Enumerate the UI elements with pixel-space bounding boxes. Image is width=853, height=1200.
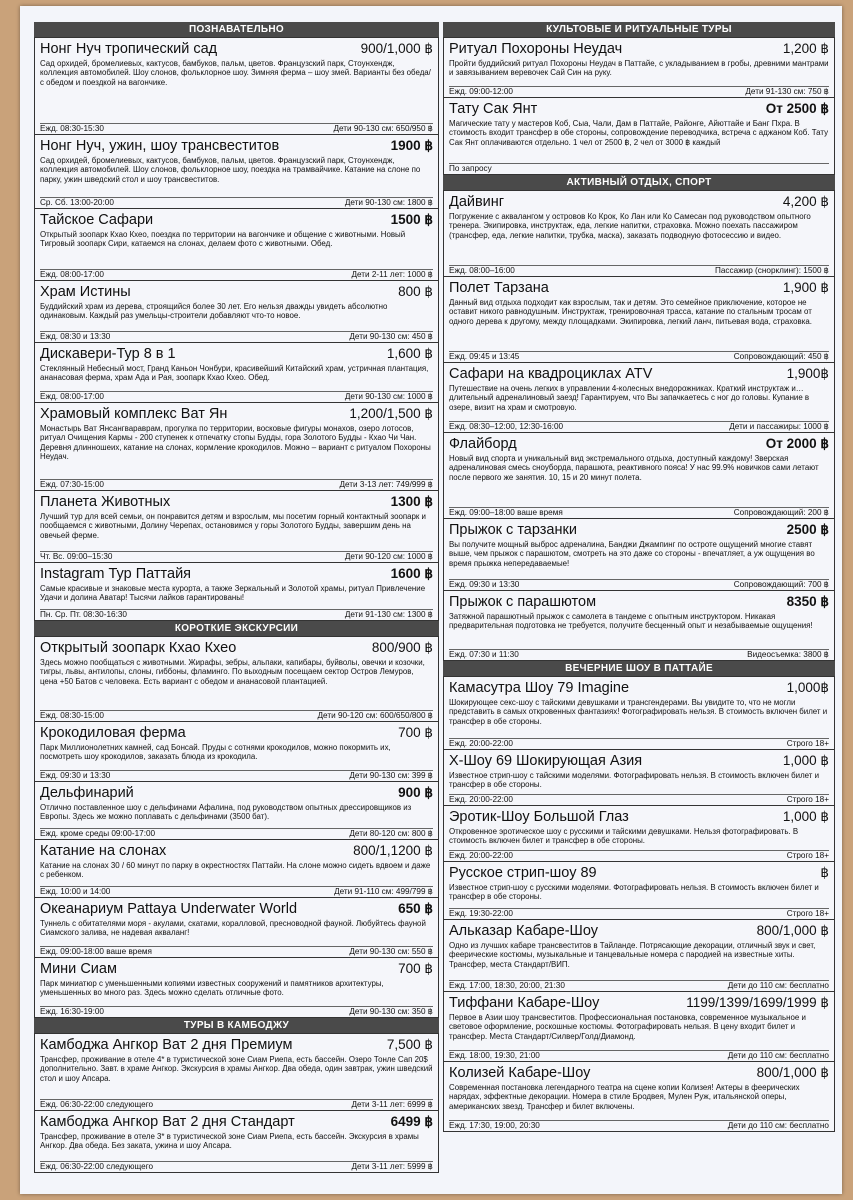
tour-card: [443, 277, 835, 363]
tour-description: Трансфер, проживание в отеле 4* в туристической зоне Сиам Риепа, есть бассейн. Озеро Тонле Сап 20$ дополнительно. Завт. в храме Ангкор. Экскурсия в храмы Ангкор. Два обеда, один завтрак, ужин шведский стол и шоу Апсара.: [40, 1055, 433, 1083]
tour-title: Катание на слонах: [40, 843, 167, 859]
tour-header: [449, 193, 829, 211]
tour-schedule: Ежд. 08:00–16:00: [449, 266, 515, 275]
tour-footer: [40, 479, 433, 490]
section-header: КУЛЬТОВЫЕ И РИТУАЛЬНЫЕ ТУРЫ: [443, 22, 835, 37]
tour-header: [449, 100, 829, 118]
tour-schedule: Пн. Ср. Пт. 08:30-16:30: [40, 610, 127, 619]
tour-price: 1300 ฿: [390, 494, 433, 509]
tour-footer: [40, 946, 433, 957]
tour-schedule: Ежд. 09:00-12:00: [449, 87, 513, 96]
tour-header: [449, 679, 829, 697]
tour-header: [40, 960, 433, 978]
tour-schedule: Ежд. 20:00-22:00: [449, 795, 513, 804]
tour-header: [449, 994, 829, 1012]
tour-footer: [40, 197, 433, 208]
tour-description: Открытый зоопарк Кхао Кхео, поездка по территории на вагончике и общение с животными. Новый Тигровый зоопарк Сири, катаемся на слонах, делаем фото с животными. Обед.: [40, 230, 406, 249]
tour-schedule: Ежд. 08:30–12:00, 12:30-16:00: [449, 422, 564, 431]
tour-description: Первое в Азии шоу трансвеститов. Профессиональная постановка, современное музыкальное и световое оформление, роскошные костюмы. Фотографировать нельзя. В цену входит билет и трансфер. Места Стандарт/Силвер/Голд/Диамонд.: [449, 1013, 806, 1041]
tour-footer: [40, 770, 433, 781]
tour-footer: [449, 579, 829, 590]
tour-schedule: Ежд. 08:00-17:00: [40, 392, 104, 401]
tour-schedule: Ежд. 17:30, 19:00, 20:30: [449, 1121, 540, 1130]
tour-description: Вы получите мощный выброс адреналина, Банджи Джампинг по остроте ощущений многие ставят выше, чем прыжок с парашютом, смотреть на это даже со стороны - впечатляет, а уж ощущения во время прыжка непередаваемые!: [449, 540, 815, 568]
tour-card: [443, 750, 835, 806]
tour-card: [443, 676, 835, 750]
tour-title: Храм Истины: [40, 284, 131, 300]
tour-header: [40, 900, 433, 918]
tour-header: [40, 493, 433, 511]
tour-card: [34, 403, 439, 491]
tour-header: [449, 435, 829, 453]
tour-price: 1,000฿: [786, 680, 829, 695]
tour-schedule: Ежд. 17:00, 18:30, 20:00, 21:30: [449, 981, 565, 990]
tour-description: Новый вид спорта и уникальный вид экстремального отдыха, доступный каждому! Зверская адреналиновая смесь сноуборда, парашюта, реактивного пояса! У нас 99.9% новичков сами летают после первого же занятия. 10, 15 и 20 минут полета.: [449, 454, 819, 482]
tour-card: [443, 1062, 835, 1132]
tour-header: [40, 724, 433, 742]
tour-title: Альказар Кабаре-Шоу: [449, 923, 599, 939]
tour-description: Катание на слонах 30 / 60 минут по парку в окрестностях Паттайи. На слоне можно сидеть вдвоем и даже с ребенком.: [40, 861, 431, 880]
tour-card: [443, 98, 835, 175]
tour-child-price: Строго 18+: [786, 909, 829, 918]
tour-header: [449, 808, 829, 826]
tour-description: Затяжной парашютный прыжок с самолета в тандеме с опытным инструктором. Никакая предварительная подготовка не требуется, получите бесценный опыт и незабываемые ощущения!: [449, 612, 813, 631]
tour-title: Дискавери-Тур 8 в 1: [40, 346, 176, 362]
tour-child-price: Дети 91-110 см: 499/799 ฿: [334, 887, 433, 896]
tour-schedule: Чт. Вс. 09:00–15:30: [40, 552, 113, 561]
tour-header: [40, 1036, 433, 1054]
tour-price: 4,200 ฿: [782, 194, 829, 209]
tour-title: Instagram Тур Паттайя: [40, 566, 192, 582]
tour-card: [34, 898, 439, 958]
tour-price: 650 ฿: [398, 901, 433, 916]
tour-price: 800 ฿: [398, 284, 433, 299]
tour-schedule: Ежд. 20:00-22:00: [449, 739, 513, 748]
tour-price: ฿: [820, 865, 829, 880]
tour-footer: [40, 1161, 433, 1172]
tour-title: Тату Сак Янт: [449, 101, 538, 117]
tour-child-price: Дети 3-13 лет: 749/999 ฿: [339, 480, 433, 489]
tour-card: [443, 433, 835, 519]
tour-description: Парк миниатюр с уменьшенными копиями известных сооружений и памятников архитектуры, уменьшенных во много раз. Здесь можно сделать отличные фото.: [40, 979, 384, 998]
tour-description: Самые красивые и знаковые места курорта, а также Зеркальный и Золотой храмы, ритуал Привлечение Удачи и долина Аватар! Тысячи лайков гарантированы!: [40, 584, 426, 603]
tour-title: Океанариум Pattaya Underwater World: [40, 901, 298, 917]
tour-card: [443, 862, 835, 920]
tour-title: Планета Животных: [40, 494, 171, 510]
price-list-sheet: [20, 6, 842, 1194]
left-column: [34, 22, 439, 1173]
tour-footer: [449, 507, 829, 518]
tour-child-price: Дети 90-130 см: 1800 ฿: [344, 198, 433, 207]
tour-footer: [449, 1050, 829, 1061]
tour-child-price: Дети 91-130 см: 1300 ฿: [344, 610, 433, 619]
tour-child-price: Сопровождающий: 450 ฿: [733, 352, 829, 361]
tour-schedule: Ежд. 06:30-22:00 следующего: [40, 1100, 154, 1109]
tour-title: Дайвинг: [449, 194, 505, 210]
tour-footer: [40, 828, 433, 839]
tour-child-price: Дети 3-11 лет: 5999 ฿: [351, 1162, 433, 1171]
tour-child-price: Дети и пассажиры: 1000 ฿: [729, 422, 829, 431]
tour-schedule: Ежд. 08:00-17:00: [40, 270, 104, 279]
tour-child-price: Дети 91-130 см: 750 ฿: [745, 87, 829, 96]
tour-description: Пройти буддийский ритуал Похороны Неудач в Паттайе, с укладыванием в гробы, древними мантрами и завязыванием веревочек Сай Син на руку.: [449, 59, 829, 78]
tour-card: [443, 920, 835, 992]
tour-price: 800/900 ฿: [371, 640, 433, 655]
tour-header: [449, 922, 829, 940]
tour-description: Буддийский храм из дерева, строящийся более 30 лет. Его нельзя дважды увидеть абсолютно одинаковым. Каждый раз умельцы-строители добавляют что-то новое.: [40, 302, 388, 321]
tour-schedule: Ежд. 09:00-18:00 ваше время: [40, 947, 152, 956]
tour-schedule: Ежд. 09:30 и 13:30: [449, 580, 520, 589]
tour-header: [40, 565, 433, 583]
tour-price: 900 ฿: [398, 785, 433, 800]
tour-price: 1,600 ฿: [386, 346, 433, 361]
tour-footer: [449, 850, 829, 861]
tour-card: [443, 591, 835, 661]
tour-card: [443, 363, 835, 433]
tour-description: Одно из лучших кабаре трансвеститов в Тайланде. Потрясающие декорации, отличный звук и свет, феерические костюмы, музыкальные и танцевальные номера с пародией на известные хиты. Трансфер, места Стандарт/ВИП.: [449, 941, 816, 969]
tour-footer: [449, 163, 829, 174]
tour-description: Данный вид отдыха подходит как взрослым, так и детям. Это семейное приключение, которое не оставит никого равнодушным. Инструктаж, тренировочная трасса, катание по стальным тросам от одного дерева к другому, между площадками. Экипировка, легкий ланч, питьевая вода, страховка.: [449, 298, 812, 326]
tour-description: Парк Миллионолетних камней, сад Бонсай. Пруды с сотнями крокодилов, можно покормить их, посмотреть шоу крокодилов, заказать блюда из крокодила.: [40, 743, 391, 762]
tour-price: 6499 ฿: [390, 1114, 433, 1129]
tour-card: [34, 636, 439, 722]
tour-header: [449, 752, 829, 770]
tour-child-price: Дети 90-130 см: 399 ฿: [349, 771, 433, 780]
tour-schedule: Ежд. 16:30-19:00: [40, 1007, 104, 1016]
tour-card: [34, 840, 439, 898]
tour-title: Дельфинарий: [40, 785, 134, 801]
tour-footer: [449, 421, 829, 432]
tour-footer: [449, 649, 829, 660]
tour-schedule: Ежд. 07:30 и 11:30: [449, 650, 519, 659]
tour-title: Крокодиловая ферма: [40, 725, 186, 741]
tour-schedule: Ежд. 08:30-15:00: [40, 711, 104, 720]
tour-price: 1900 ฿: [390, 138, 433, 153]
tour-description: Шокирующее секс-шоу с тайскими девушками и трансгендерами. Вы увидите то, что не могли представить в самых откровенных фантазиях! Фотографировать нельзя. В стоимость включен билет и трансфер в обе стороны.: [449, 698, 828, 726]
tour-price: 1500 ฿: [390, 212, 433, 227]
tour-description: Трансфер, проживание в отеле 3* в туристической зоне Сиам Риепа, есть бассейн. Экскурсия в храмы Ангкор. Два обеда. Без заката, ужина и шоу Апсара.: [40, 1132, 419, 1151]
tour-price: 800/1,000 ฿: [756, 1065, 829, 1080]
tour-price: 900/1,000 ฿: [360, 41, 433, 56]
tour-child-price: Дети 90-130 см: 550 ฿: [349, 947, 433, 956]
tour-card: [34, 958, 439, 1018]
tour-price: 800/1,000 ฿: [756, 923, 829, 938]
tour-footer: [40, 886, 433, 897]
tour-description: Путешествие на очень легких в управлении 4-колесных внедорожниках. Краткий инструктаж и… длительный адреналиновый заезд! Гарантируем, что Вы запачкаетесь с ног до головы. Купание в озере, визит на храм и смотровую.: [449, 384, 810, 412]
tour-child-price: Пассажир (снорклинг): 1500 ฿: [714, 266, 829, 275]
tour-card: [34, 37, 439, 135]
tour-schedule: Ежд. 10:00 и 14:00: [40, 887, 111, 896]
tour-schedule: Ежд. 07:30-15:00: [40, 480, 104, 489]
tour-footer: [40, 391, 433, 402]
tour-title: Тиффани Кабаре-Шоу: [449, 995, 600, 1011]
tour-footer: [40, 609, 433, 620]
tour-header: [449, 279, 829, 297]
tour-price: 1199/1399/1699/1999 ฿: [686, 995, 829, 1010]
tour-schedule: Ежд. 18:00, 19:30, 21:00: [449, 1051, 540, 1060]
tour-title: Флайборд: [449, 436, 517, 452]
tour-title: Нонг Нуч, ужин, шоу трансвеститов: [40, 138, 280, 154]
tour-description: Известное стрип-шоу с тайскими моделями. Фотографировать нельзя. В стоимость включен билет и трансфер в обе стороны.: [449, 771, 820, 790]
tour-card: [443, 190, 835, 277]
tour-price: 700 ฿: [398, 961, 433, 976]
tour-description: Лучший тур для всей семьи, он понравится детям и взрослым, мы посетим горный контактный зоопарк и пообщаемся с животными, Долину Черепах, остановимся у горы Золотого Будды, завершим день на овечьей ферме.: [40, 512, 426, 540]
tour-price: 1600 ฿: [390, 566, 433, 581]
tour-footer: [449, 794, 829, 805]
tour-price: 800/1,1200 ฿: [353, 843, 433, 858]
tour-footer: [449, 1120, 829, 1131]
tour-description: Откровенное эротическое шоу с русскими и тайскими девушками. Нельзя фотографировать. В стоимость включен билет и трансфер в обе стороны.: [449, 827, 799, 846]
tour-description: Известное стрип-шоу с русскими моделями. Фотографировать нельзя. В стоимость включен билет и трансфер в обе стороны.: [449, 883, 819, 902]
tour-header: [40, 784, 433, 802]
tour-header: [449, 864, 829, 882]
tour-child-price: Сопровождающий: 200 ฿: [733, 508, 829, 517]
tour-price: 1,200/1,500 ฿: [349, 406, 433, 421]
tour-footer: [40, 1099, 433, 1110]
tour-title: Ритуал Похороны Неудач: [449, 41, 623, 57]
tour-title: Русское стрип-шоу 89: [449, 865, 597, 881]
tour-schedule: Ежд. 09:30 и 13:30: [40, 771, 111, 780]
tour-footer: [449, 980, 829, 991]
tour-footer: [449, 351, 829, 362]
tour-description: Сад орхидей, бромелиевых, кактусов, бамбуков, пальм, цветов. Французский парк, Стоунхендж, коллекция автомобилей. Шоу слонов, фольклорное шоу, поездка на трамвайчике. Катание на слоне по парку, ужин шведский стол и шоу трансвеститов.: [40, 156, 421, 184]
tour-header: [449, 40, 829, 58]
tour-footer: [40, 331, 433, 342]
tour-title: Прыжок с тарзанки: [449, 522, 577, 538]
tour-card: [34, 343, 439, 403]
tour-card: [34, 563, 439, 621]
tour-schedule: Ср. Сб. 13:00-20:00: [40, 198, 114, 207]
tour-description: Отлично поставленное шоу с дельфинами Афалина, под руководством опытных дрессировщиков из Европы. Здесь же можно поплавать с дельфинами (3500 бат).: [40, 803, 412, 822]
tour-footer: [40, 710, 433, 721]
tour-title: Нонг Нуч тропический сад: [40, 41, 218, 57]
tour-description: Сад орхидей, бромелиевых, кактусов, бамбуков, пальм, цветов. Французский парк, Стоунхендж, коллекция автомобилей. Шоу слонов, фольклорное шоу. Зимняя ферма – шоу змей. Варианты без обеда/с обедом и поездкой на вагончике.: [40, 59, 431, 87]
tour-schedule: Ежд. 09:45 и 13:45: [449, 352, 520, 361]
tour-card: [34, 209, 439, 281]
tour-footer: [40, 1006, 433, 1017]
section-header: ВЕЧЕРНИЕ ШОУ В ПАТТАЙЕ: [443, 661, 835, 676]
tour-header: [40, 639, 433, 657]
tour-title: Сафари на квадроциклах ATV: [449, 366, 653, 382]
tour-header: [449, 521, 829, 539]
tour-footer: [40, 269, 433, 280]
tour-card: [443, 519, 835, 591]
tour-schedule: Ежд. 06:30-22:00 следующего: [40, 1162, 154, 1171]
tour-footer: [449, 86, 829, 97]
tour-schedule: Ежд. 19:30-22:00: [449, 909, 513, 918]
tour-child-price: Строго 18+: [786, 795, 829, 804]
tour-price: 1,900 ฿: [782, 280, 829, 295]
tour-child-price: Дети до 110 см: бесплатно: [727, 1121, 829, 1130]
tour-child-price: Сопровождающий: 700 ฿: [733, 580, 829, 589]
tour-price: 2500 ฿: [786, 522, 829, 537]
tour-header: [40, 137, 433, 155]
tour-child-price: Дети 2-11 лет: 1000 ฿: [351, 270, 433, 279]
tour-title: Прыжок с парашютом: [449, 594, 597, 610]
tour-description: Туннель с обитателями моря - акулами, скатами, коралловой, пресноводной фауной. Любуйтесь фауной Сиамского залива, не надевая акваланг!: [40, 919, 426, 938]
tour-price: 1,900฿: [786, 366, 829, 381]
tour-child-price: Дети 90-130 см: 1000 ฿: [344, 392, 433, 401]
tour-schedule: Ежд. 08:30-15:30: [40, 124, 104, 133]
tour-price: 1,000 ฿: [782, 809, 829, 824]
tour-title: Храмовый комплекс Ват Ян: [40, 406, 228, 422]
tour-card: [443, 37, 835, 98]
tour-title: Камбоджа Ангкор Ват 2 дня Премиум: [40, 1037, 293, 1053]
section-header: АКТИВНЫЙ ОТДЫХ, СПОРТ: [443, 175, 835, 190]
tour-description: Стеклянный Небесный мост, Гранд Каньон Чонбури, красивейший Китайский храм, устричная плантация, ананасовая ферма, храм Ада и Рая, зоопарк Кхао Кхео. Обед.: [40, 364, 429, 383]
tour-child-price: Дети 90-130 см: 650/950 ฿: [333, 124, 433, 133]
tour-title: Колизей Кабаре-Шоу: [449, 1065, 591, 1081]
tour-title: Эротик-Шоу Большой Глаз: [449, 809, 629, 825]
tour-header: [40, 1113, 433, 1131]
tour-price: 700 ฿: [398, 725, 433, 740]
tour-card: [34, 782, 439, 840]
tour-description: Магические тату у мастеров Коб, Сыа, Чали, Дам в Паттайе, Районге, Айюттайе и Банг Пхра. В стоимость входит трансфер в обе стороны, сопровождение переводчика, встреча с аджаном Коб. Тату Сак Янт оплачиваются отдельно. 1 чел от 2500 ฿, 2 чел от 3000 ฿ каждый: [449, 119, 829, 147]
tour-title: Мини Сиам: [40, 961, 117, 977]
tour-card: [443, 992, 835, 1062]
tour-description: Современная постановка легендарного театра на сцене копии Колизея! Актеры в феерических нарядах, эффектные декорации. Номера в стиле Бродвея, Мулен Руж, итальянской оперы, американских звезд. Трансфер и билет включены.: [449, 1083, 800, 1111]
tour-card: [34, 491, 439, 563]
tour-header: [449, 365, 829, 383]
tour-child-price: Дети 90-120 см: 1000 ฿: [344, 552, 433, 561]
tour-footer: [449, 738, 829, 749]
tour-child-price: Дети до 110 см: бесплатно: [727, 981, 829, 990]
tour-price: От 2000 ฿: [765, 436, 829, 451]
tour-schedule: Ежд. 20:00-22:00: [449, 851, 513, 860]
tour-header: [40, 40, 433, 58]
tour-price: 8350 ฿: [786, 594, 829, 609]
tour-schedule: Ежд. 09:00–18:00 ваше время: [449, 508, 563, 517]
tour-schedule: Ежд. кроме среды 09:00-17:00: [40, 829, 156, 838]
tour-header: [40, 283, 433, 301]
tour-schedule: Ежд. 08:30 и 13:30: [40, 332, 111, 341]
tour-price: 1,000 ฿: [782, 753, 829, 768]
tour-child-price: Дети 80-120 см: 800 ฿: [349, 829, 433, 838]
tour-title: Камасутра Шоу 79 Imagine: [449, 680, 630, 696]
tour-header: [449, 1064, 829, 1082]
right-column: [443, 22, 835, 1132]
tour-price: От 2500 ฿: [765, 101, 829, 116]
tour-card: [34, 135, 439, 209]
tour-card: [34, 1033, 439, 1111]
tour-card: [34, 1111, 439, 1173]
section-header: ТУРЫ В КАМБОДЖУ: [34, 1018, 439, 1033]
tour-title: Тайское Сафари: [40, 212, 154, 228]
tour-child-price: Дети 90-120 см: 600/650/800 ฿: [317, 711, 433, 720]
tour-card: [34, 722, 439, 782]
tour-header: [449, 593, 829, 611]
tour-child-price: Дети до 110 см: бесплатно: [727, 1051, 829, 1060]
tour-child-price: Дети 90-130 см: 350 ฿: [349, 1007, 433, 1016]
tour-schedule: По запросу: [449, 164, 492, 173]
tour-child-price: Дети 90-130 см: 450 ฿: [349, 332, 433, 341]
tour-title: Х-Шоу 69 Шокирующая Азия: [449, 753, 643, 769]
tour-child-price: Строго 18+: [786, 851, 829, 860]
tour-footer: [40, 123, 433, 134]
section-header: ПОЗНАВАТЕЛЬНО: [34, 22, 439, 37]
tour-card: [34, 281, 439, 343]
tour-footer: [449, 265, 829, 276]
tour-description: Здесь можно пообщаться с животными. Жирафы, зебры, альпаки, капибары, буйволы, овечки и козочки, тигры, львы, антилопы, слоны, гиббоны, фламинго. По выходным посещаем сектор Остров Лемуров, цена +50 Батов с человека. Есть вариант с обедом и ананасовой плантацией.: [40, 658, 425, 686]
tour-header: [40, 345, 433, 363]
tour-price: 1,200 ฿: [782, 41, 829, 56]
section-header: КОРОТКИЕ ЭКСКУРСИИ: [34, 621, 439, 636]
tour-child-price: Дети 3-11 лет: 6999 ฿: [351, 1100, 433, 1109]
tour-price: 7,500 ฿: [386, 1037, 433, 1052]
tour-footer: [40, 551, 433, 562]
tour-header: [40, 405, 433, 423]
tour-header: [40, 842, 433, 860]
tour-title: Камбоджа Ангкор Ват 2 дня Стандарт: [40, 1114, 295, 1130]
tour-child-price: Видеосъемка: 3800 ฿: [747, 650, 829, 659]
tour-title: Полет Тарзана: [449, 280, 549, 296]
tour-description: Монастырь Ват Янсангвараврам, прогулка по территории, восковые фигуры монахов, озеро лотосов, ритуал Очищения Кармы - 200 ступенек к отпечатку стопы Будды, гора Золотого Будды - Кхао Чи Чан. Деревня длинношеих, катание на слонах, кормление крокодилов. Можно – вариант с ритуалом Похороны Неудач.: [40, 424, 431, 462]
tour-child-price: Строго 18+: [786, 739, 829, 748]
tour-title: Открытый зоопарк Кхао Кхео: [40, 640, 237, 656]
tour-header: [40, 211, 433, 229]
tour-description: Погружение с аквалангом у островов Ко Крок, Ко Лан или Ко Самесан под руководством опытного тренера. Экипировка, инструктаж, еда, легкие напитки, страховка. Можно поехать пассажиром (трансфер, еда, легкие напитки, трубка, маска), заказать подводную фотосессию и видео.: [449, 212, 811, 240]
tour-card: [443, 806, 835, 862]
tour-footer: [449, 908, 829, 919]
